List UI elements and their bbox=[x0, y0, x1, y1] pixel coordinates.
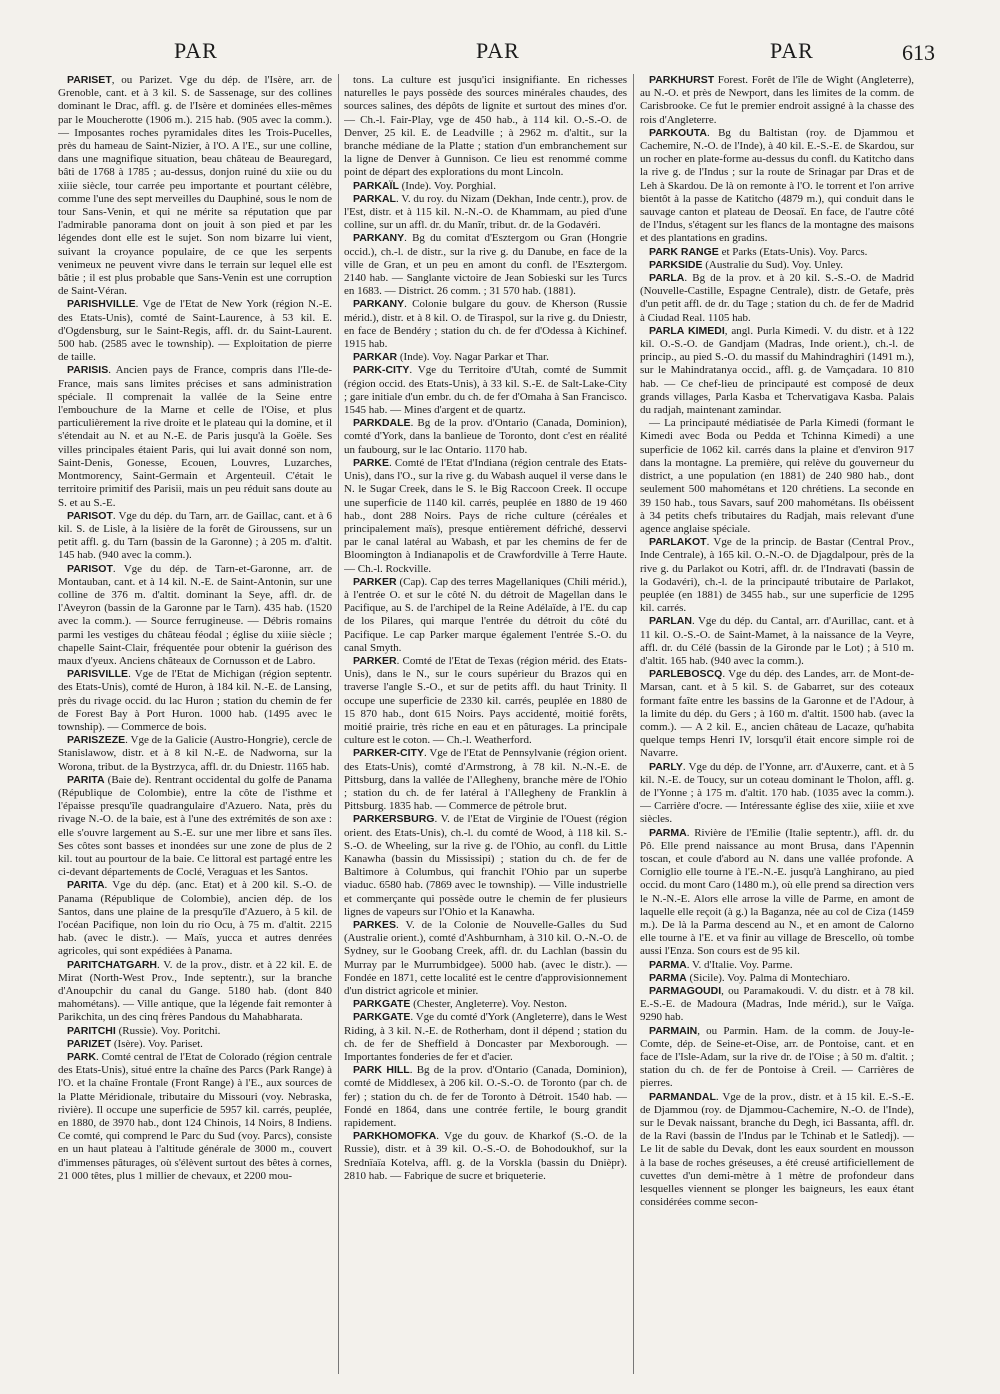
entry-text: . Vge du comté d'York (Angleterre), dans le West Riding, à 3 kil. N.-E. de Rotherham, dont il dépend ; station du ch. de fer de Sheffield à Doncaster par Mexborough. — Importantes fonderies de fer et d'acier. bbox=[344, 1011, 627, 1064]
entry-headword: PARKER bbox=[353, 575, 397, 588]
running-head-left: PAR bbox=[174, 38, 218, 63]
dictionary-entry bbox=[58, 510, 332, 563]
dictionary-entry bbox=[344, 180, 627, 193]
entry-headword: PARK-CITY bbox=[353, 364, 410, 377]
text-column-middle bbox=[344, 74, 627, 1374]
dictionary-entry bbox=[58, 74, 332, 298]
entry-text: . Ancien pays de France, compris dans l'Ile-de-France, mais sans limites précises et sans administration spéciale. Il comprenait la vallée de la Seine entre l'embouchure de la Marne et celle de l'Oise, et plus particulièrement la rive droite et le plateau qui la domine, et il s'étendait au N. et au N.-E. de Paris jusqu'à la Goële. Ses villes principales étaient Paris, qui lui avait donné son nom, Saint-Denis, Gonesse, Ecouen, Louvres, Luzarches, Montmorency, Saint-Germain et Argenteuil. C'était le territoire primitif des Parisii, mais un peu réduit sans doute au S. et au S.-E. bbox=[58, 364, 332, 509]
entry-text: . Vge du Territoire d'Utah, comté de Summit (région occid. des Etats-Unis), à 33 kil. S.-E. de Salt-Lake-City ; gare initiale d'un embr. du ch. de fer d'Omaha à San Francisco. 1545 hab. — Mines d'argent et de quartz. bbox=[344, 364, 627, 417]
dictionary-entry bbox=[640, 325, 914, 417]
dictionary-entry bbox=[344, 576, 627, 655]
dictionary-entry bbox=[344, 417, 627, 457]
entry-text: . Bg de la prov. et à 20 kil. S.-S.-O. de Madrid (Nouvelle-Castille, Espagne Centrale), distr. de Getafe, près d'un petit affl. de dr. du Tage ; station du ch. de fer de Madrid à Ciudad Real. 1105 hab. bbox=[640, 272, 914, 324]
dictionary-entry bbox=[344, 74, 627, 180]
dictionary-entry bbox=[640, 259, 914, 272]
entry-headword: PARMAGOUDI bbox=[649, 985, 722, 998]
entry-headword: PARMA bbox=[649, 971, 687, 984]
entry-headword: PARISOT bbox=[67, 509, 113, 522]
entry-text: . Vge du dép. du Cantal, arr. d'Aurillac, cant. et à 11 kil. O.-S.-O. de Saint-Mamet, à la naissance de la Veyre, affl. dr. du Célé (bassin de la Gironde par le Lot) ; à 510 m. d'altit. 165 hab. (940 avec la comm.). bbox=[640, 615, 914, 667]
dictionary-entry bbox=[344, 1064, 627, 1130]
dictionary-entry bbox=[344, 919, 627, 998]
entry-headword: PARISVILLE bbox=[67, 668, 129, 681]
entry-text: (Cap). Cap des terres Magellaniques (Chili mérid.), à l'entrée O. et sur le côté N. du détroit de Magellan dans le Pacifique, au S. de l'archipel de la Reine Adélaïde, à l'E. du cap de los Pilares, qui marque l'entrée du détroit du côté du Pacifique. Le cap Parker marque également l'entrée S.-O. du canal Smyth. bbox=[344, 575, 627, 654]
entry-text: . Vge du dép. de Tarn-et-Garonne, arr. de Montauban, cant. et à 14 kil. N.-E. de Saint-Antonin, sur une colline de 376 m. d'altit. dominant la Seye, affl. dr. de l'Aveyron (bassin de la Garonne par le Tarn). 435 hab. (1520 avec la comm.). — Source ferrugineuse. — Débris romains parmi les vestiges du château féodal ; église du xiiie siècle ; chapelle Saint-Clair, fréquentée pour obtenir la guérison des maux d'yeux. Anciens châteaux de Cornusson et de Labro. bbox=[58, 562, 332, 667]
entry-headword: PARK bbox=[67, 1051, 96, 1064]
entry-text: (Isère). Voy. Pariset. bbox=[111, 1037, 203, 1050]
dictionary-entry bbox=[344, 1011, 627, 1064]
dictionary-entry bbox=[58, 1025, 332, 1038]
entry-headword: PARKHOMOFKA bbox=[353, 1130, 437, 1143]
column-divider bbox=[338, 74, 339, 1374]
dictionary-entry bbox=[344, 655, 627, 747]
entry-headword: PARISZEZE bbox=[67, 734, 126, 747]
entry-text: . Vge de l'Etat de Pennsylvanie (région orient. des Etats-Unis), comté d'Armstrong, à 78 kil. N.-N.-E. de Pittsburg, dans la vallée de l'Allegheny, branche mère de l'Ohio ; station du ch. de fer latéral à l'Allegheny de Franklin à Pittsburg. 1835 hab. — Commerce de pétrole brut. bbox=[344, 747, 627, 813]
dictionary-entry bbox=[58, 959, 332, 1025]
entry-headword: PARMAIN bbox=[649, 1024, 698, 1037]
dictionary-entry bbox=[640, 1091, 914, 1210]
entry-text: . Vge de la Galicie (Austro-Hongrie), cercle de Stanislawow, distr. et à 8 kil N.-E. de Nadworna, sur la Worona, tribut. de la Bystrzyca, affl. dr. du Dniestr. 1165 hab. bbox=[58, 734, 332, 773]
entry-text: . Colonie bulgare du gouv. de Kherson (Russie mérid.), distr. et à 8 kil. O. de Tiraspol, sur la rive g. du Dniestr, en face de Bendéry ; station du ch. de fer d'Odessa à Kichinef. 1915 hab. bbox=[344, 298, 627, 351]
entry-headword: PARKERSBURG bbox=[353, 813, 435, 826]
entry-text: tons. La culture est jusqu'ici insignifiante. En richesses naturelles le pays possède des sources minérales chaudes, des sources salines, des dépôts de lignite et surtout des mines d'or. — Ch.-l. Fair-Play, vge de 450 hab., à 114 kil. O.-S.-O. de Denver, 25 kil. E. de Leadville ; à 2962 m. d'altit., sur la branche médiane de la Platte ; station d'un embranchement sur la ligne de Denver à Gunnison. Ce lieu est renommé comme point de départ des explorations du mont Lincoln. bbox=[344, 74, 627, 179]
entry-headword: PARMA bbox=[649, 958, 687, 971]
dictionary-entry bbox=[58, 774, 332, 880]
entry-headword: PARKES bbox=[353, 919, 396, 931]
entry-headword: PARKER bbox=[353, 654, 397, 667]
entry-headword: PARLY bbox=[649, 760, 683, 773]
entry-headword: PARKE bbox=[353, 456, 389, 469]
entry-text: et Parks (Etats-Unis). Voy. Parcs. bbox=[718, 245, 868, 258]
entry-text: . Bg de la prov. d'Ontario (Canada, Dominion), comté de Middlesex, à 206 kil. O.-S.-O. de Toronto (par ch. de fer) ; station du ch. de fer de Toronto à Détroit. 1540 hab. — Fondé en 1864, dans une contrée fertile, le bourg grandit rapidement. bbox=[344, 1064, 627, 1130]
entry-headword: PARITCHATGARH bbox=[67, 958, 158, 971]
entry-text: . Vge du dép. de l'Yonne, arr. d'Auxerre, cant. et à 5 kil. N.-E. de Toucy, sur un coteau dominant le Tholon, affl. g. de l'Yonne ; à 175 m. d'altit. 170 hab. (1035 avec la comm.). — Carrière d'ocre. — Intéressante église des xiie, xiiie et xve siècles. bbox=[640, 760, 914, 826]
dictionary-entry bbox=[640, 985, 914, 1025]
dictionary-entry bbox=[58, 1038, 332, 1051]
entry-text: (Inde). Voy. Nagar Parkar et Thar. bbox=[397, 351, 549, 364]
column-divider bbox=[633, 74, 634, 1374]
dictionary-entry bbox=[58, 298, 332, 364]
entry-text: , ou Parmin. Ham. de la comm. de Jouy-le-Comte, dép. de Seine-et-Oise, arr. de Pontoise, cant. et en face de l'Isle-Adam, sur la rive dr. de l'Oise ; à 50 m. d'altit. ; station du ch. de fer de Pontoise à Creil. — Carrières de pierres. bbox=[640, 1024, 914, 1090]
dictionary-entry bbox=[640, 246, 914, 259]
entry-text: . Vge de la princip. de Bastar (Central Prov., Inde Centrale), à 165 kil. O.-N.-O. de Djagdalpour, près de la rive g. du Parlakot ou Kotri, affl. dr. de l'Indravati (bassin de la Godavéri), ch.-l. de la principauté tributaire de Parlakot, peuplée (en 1881) de 3455 hab., sur une superficie de 1295 kil. carrés. bbox=[640, 536, 914, 615]
entry-headword: PARITCHI bbox=[67, 1024, 116, 1037]
entry-text: . Bg du comitat d'Esztergom ou Gran (Hongrie occid.), ch.-l. de distr., sur la rive g. du Danube, en face de la ville de Gran, et un peu en amont du confl. de l'Esztergom. 2140 hab. — Sanglante victoire de Jean Sobieski sur les Turcs en 1683. — District. 26 comm. ; 31 570 hab. (1881). bbox=[344, 232, 627, 298]
dictionary-entry bbox=[344, 351, 627, 364]
entry-text: . V. de la prov., distr. et à 22 kil. E. de Mirat (North-West Prov., Inde septentr.), sur la branche d'Anoupchir du canal du Gange. 5180 hab. (dont 840 mahométans). — Ville antique, que la légende fait remonter à Parikchita, un des cinq frères Pandous du Mahabharata. bbox=[58, 958, 332, 1024]
entry-headword: PARITA bbox=[67, 773, 105, 786]
dictionary-entry bbox=[344, 364, 627, 417]
dictionary-entry bbox=[640, 1025, 914, 1091]
entry-headword: PARITA bbox=[67, 879, 105, 892]
entry-headword: PARKAL bbox=[353, 192, 396, 205]
entry-text: . V. du roy. du Nizam (Dekhan, Inde centr.), prov. de l'Est, distr. et à 115 kil. N.-N.-O. de Khammam, au pied d'une colline, sur un affl. dr. du Manîr, tribut. dr. de la Godavéri. bbox=[344, 192, 627, 232]
dictionary-entry bbox=[640, 127, 914, 246]
entry-headword: PARISIS bbox=[67, 364, 109, 377]
entry-headword: PARKSIDE bbox=[649, 258, 703, 271]
entry-headword: PARKAR bbox=[353, 351, 398, 364]
entry-headword: PARK RANGE bbox=[649, 245, 719, 258]
entry-text: — La principauté médiatisée de Parla Kimedi (formant le Kimedi avec Boda ou Pedda et Tchinna Kimedi) a une superficie de 1062 kil. carrés dans la plaine et d'environ 917 dans la montagne. La première, qui relève du gouverneur du district, a une population (en 1881) de 240 980 hab., dont seulement 500 mahométans et 120 chrétiens. La seconde en 39 150 hab., tous Savars, sauf 200 mahométans. Ils obéissent à 34 petits chefs tributaires du Radjah, mais relevant d'une agence anglaise spéciale. bbox=[640, 417, 914, 535]
entry-text: . V. de la Colonie de Nouvelle-Galles du Sud (Australie orient.), comté d'Ashburnham, à 310 kil. O.-N.-O. de Sydney, sur le Goobang Creek, affl. dr. du Lachlan (bassin du Murray par le Murrumbidgee). 5000 hab. (avec le distr.). — Fondée en 1871, cette localité est le centre d'approvisionnement d'un district agricole et minier. bbox=[344, 919, 627, 998]
dictionary-entry bbox=[640, 615, 914, 668]
dictionary-entry bbox=[344, 813, 627, 919]
dictionary-entry bbox=[640, 959, 914, 972]
text-column-left bbox=[58, 74, 332, 1374]
entry-headword: PARLEBOSCQ bbox=[649, 668, 723, 681]
entry-headword: PARKANY bbox=[353, 232, 405, 245]
entry-headword: PARKOUTA bbox=[649, 126, 707, 139]
entry-headword: PARISOT bbox=[67, 562, 113, 575]
entry-text: . Vge de la prov., distr. et à 15 kil. E.-S.-E. de Djammou (roy. de Djammou-Cachemire, N.-O. de l'Inde), sur le Devak naissant, branche du Degh, ici Bassanta, affl. dr. de la Ravi (bassin de l'Indus par le Tchinab et le Satledj). — Le lit de sable du Devak, dont les eaux sourdent en mousson à la base de roches gréseuses, a été creusé artificiellement de cuvettes d'un demi-mètre à 1 mètre de profondeur dans lesquelles viennent se plonger les baigneurs, les eaux étant considérées comme secon- bbox=[640, 1090, 914, 1209]
entry-text: (Russie). Voy. Poritchi. bbox=[115, 1024, 221, 1037]
entry-headword: PARLAKOT bbox=[649, 536, 707, 549]
dictionary-entry bbox=[58, 734, 332, 774]
entry-text: . Bg de la prov. d'Ontario (Canada, Dominion), comté d'York, dans la banlieue de Toronto, dont c'est en réalité un faubourg, sur le lac Ontario. 1170 hab. bbox=[344, 417, 627, 456]
dictionary-entry bbox=[58, 364, 332, 509]
entry-text: . Vge de l'Etat de New York (région N.-E. des Etats-Unis), comté de Saint-Laurence, à 53 kil. E. d'Ogdensburg, sur le Saint-Regis, affl. dr. du Saint-Laurent. 500 hab. (2585 avec le township). — Exploitation de pierre de taille. bbox=[58, 298, 332, 364]
entry-text: . Vge de l'Etat de Michigan (région septentr. des Etats-Unis), comté de Huron, à 184 kil. N.-E. de Lansing, près du rivage occid. du lac Huron ; station du chemin de fer de Forest Bay à Port Huron. 1000 hab. (1495 avec le township). — Commerce de bois. bbox=[58, 668, 332, 733]
entry-headword: PARKGATE bbox=[353, 1011, 411, 1024]
entry-headword: PARKHURST bbox=[649, 74, 715, 86]
page-number: 613 bbox=[902, 40, 935, 65]
entry-text: Forest. Forêt de l'île de Wight (Angleterre), au N.-O. et près de Newport, dans les limites de la comm. de Carisbrooke. Ce fut le premier endroit assigné à la chasse des rois d'Angleterre. bbox=[640, 74, 914, 126]
entry-headword: PARK HILL bbox=[353, 1064, 410, 1077]
dictionary-entry bbox=[344, 457, 627, 576]
dictionary-entry bbox=[640, 536, 914, 615]
text-column-right bbox=[640, 74, 914, 1374]
entry-headword: PARKAÏL bbox=[353, 179, 399, 192]
entry-headword: PARISET bbox=[67, 74, 112, 86]
entry-text: . Comté central de l'Etat de Colorado (région centrale des Etats-Unis), situé entre la chaîne des Parcs (Park Range) à l'O. et la chaîne Frontale (Front Range) à l'E., aux sources de la Platte Méridionale, tributaire du Missouri (voy. Nebraska, rivière). Il occupe une superficie de 5957 kil. carrés, peuplée, en 1880, de 3970 hab., dont 124 Chinois, 14 Noirs, 8 Indiens. Ce comté, qui comprend le Parc du Sud (voy. Parcs), consiste en un haut plateau à l'altitude générale de 3000 m., couvert d'immenses pâturages, où s'élèvent surtout des bêtes à cornes, 21 000 têtes, plus 1 millier de chevaux, et 2200 mou- bbox=[58, 1051, 332, 1182]
dictionary-entry bbox=[640, 417, 914, 536]
dictionary-entry bbox=[640, 668, 914, 760]
entry-headword: PARMANDAL bbox=[649, 1090, 716, 1103]
dictionary-entry bbox=[640, 74, 914, 127]
dictionary-entry bbox=[640, 972, 914, 985]
entry-text: (Chester, Angleterre). Voy. Neston. bbox=[410, 998, 568, 1011]
dictionary-entry bbox=[344, 232, 627, 298]
entry-headword: PARIZET bbox=[67, 1037, 112, 1050]
entry-headword: PARKDALE bbox=[353, 417, 411, 430]
entry-text: (Australie du Sud). Voy. Unley. bbox=[702, 258, 844, 271]
dictionary-entry bbox=[640, 827, 914, 959]
entry-text: (Baie de). Rentrant occidental du golfe de Panama (République de Colombie), entre la côte de l'isthme et l'épaisse presqu'île quadrangulaire d'Azuero. Nata, près du rivage N.-O. de la baie, est à l'une des extrémités de son axe : elle s'ouvre largement au S.-E. sur une mer libre et sans îles. Ses côtes sont basses et inondées sur une zone de plus de 2 kil. tout au pourtour de la baie. Ce littoral est partagé entre les ci-devant départements de Coclé, Veraguas et les Santos. bbox=[58, 773, 332, 879]
entry-text: . Vge du dép. (anc. Etat) et à 200 kil. S.-O. de Panama (République de Colombie), ancien dép. de los Santos, dans une plaine de la presqu'île d'Azuero, à 5 kil. de l'océan Pacifique, non loin du rio Ocu, à 75 m. d'altit. 2215 hab. (avec le distr.). — Maïs, yucca et autres denrées agricoles, qui sont expédiées à Panama. bbox=[58, 879, 332, 958]
entry-text: . Comté de l'Etat de Texas (région mérid. des Etats-Unis), dans le N., sur le cours supérieur du Brazos qui en traverse l'angle S.-O., et sur de petits affl. du haut Trinity. Il occupe une superficie de 2330 kil. carrés, peuplée en 1880 de 15 870 hab., dont 615 Noirs. Pays accidenté, moitié forêts, moitié prairie, très riche en eau et en pâturages. La principale culture est le coton. — Ch.-l. Weatherford. bbox=[344, 654, 627, 747]
entry-text: . Vge du gouv. de Kharkof (S.-O. de la Russie), distr. et à 39 kil. O.-S.-O. de Bohodoukhof, sur la Srednïaïa Kotelva, affl. g. de la Vorskla (bassin du Dnièpr). 2810 hab. — Fabrique de sucre et briqueterie. bbox=[344, 1130, 627, 1182]
entry-headword: PARKANY bbox=[353, 298, 405, 311]
entry-text: . Bg du Baltistan (roy. de Djammou et Cachemire, N.-O. de l'Inde), à 40 kil. E.-S.-E. de Skardou, sur un rocher en plate-forme au-dessus du confl. du Katitcho dans la rive g. de l'Indus ; sur la route de Srinagar par Dras et de Leh à Skardou. De là on remonte à l'O. le torrent et l'on arrive bientôt à la passe de Katitcho (4879 m.), qui conduit dans le sauvage canton et plateau de Deosaï. En face, de l'autre côté de l'Indus, s'étagent sur les flancs de la montagne des maisons et des plantations en gradins. bbox=[640, 126, 914, 245]
entry-text: . Comté de l'Etat d'Indiana (région centrale des Etats-Unis), dans l'O., sur la rive g. du Wabash auquel il verse dans le N. le Sugar Creek, dans le S. le Big Raccoon Creek. Il occupe une superficie de 1140 kil. carrés, peuplée en 1880 de 19 460 hab., dont 288 Noirs. Pays de riche culture (céréales et principalement maïs), presque entièrement défriché, desservi par le canal latéral au Wabash, et par les chemins de fer de Bloomington à Indianapolis et de Crawfordville à Terre Haute. — Ch.-l. Rockville. bbox=[344, 456, 627, 575]
dictionary-entry bbox=[640, 761, 914, 827]
dictionary-entry bbox=[344, 298, 627, 351]
entry-text: . V. d'Italie. Voy. Parme. bbox=[686, 958, 793, 971]
entry-text: (Inde). Voy. Porghial. bbox=[398, 179, 496, 192]
entry-headword: PARKER-CITY bbox=[353, 747, 424, 760]
dictionary-entry bbox=[58, 668, 332, 734]
dictionary-entry bbox=[58, 563, 332, 669]
entry-text: , ou Paramakoudi. V. du distr. et à 78 kil. E.-S.-E. de Madoura (Madras, Inde mérid.), sur le Vaïga. 9290 hab. bbox=[640, 985, 914, 1024]
dictionary-entry bbox=[344, 998, 627, 1011]
entry-headword: PARMA bbox=[649, 826, 687, 839]
entry-headword: PARLAN bbox=[649, 615, 692, 628]
entry-text: . V. de l'Etat de Virginie de l'Ouest (région orient. des Etats-Unis), ch.-l. du comté de Wood, à 118 kil. S.-S.-O. de Wheeling, sur la rive g. de l'Ohio, au confl. du Little Kanawha (bassin du Mississipi) ; station du ch. de fer de Baltimore à Columbus, qui franchit l'Ohio par un superbe viaduc. 6580 hab. (7869 avec le township). — Ville industrielle et commerçante qui possède outre le chemin de fer plusieurs lignes de vapeurs sur l'Ohio et la Kanawha. bbox=[344, 813, 627, 918]
entry-text: , angl. Purla Kimedi. V. du distr. et à 122 kil. O.-S.-O. de Gandjam (Madras, Inde orient.), ch.-l. de princip., au pied S.-O. du massif du Mahindraghiri (1491 m.), sur le Mahindratanya occid., affl. g. de Vamçadara. 10 810 hab. — Ce chef-lieu de principauté est composé de deux grands villages, Parla Kasba et Tchervatigava Kasba. Palais du radjah, maintenant zamindar. bbox=[640, 324, 914, 417]
dictionary-entry bbox=[58, 1051, 332, 1183]
entry-text: . Vge du dép. du Tarn, arr. de Gaillac, cant. et à 6 kil. S. de Lisle, à la lisière de la forêt de Giroussens, sur un petit affl. g. du Tarn (bassin de la Garonne) ; à 205 m. d'altit. 145 hab. (940 avec la comm.). bbox=[58, 509, 332, 562]
running-head-right: PAR bbox=[770, 38, 814, 63]
entry-headword: PARLA bbox=[649, 272, 685, 285]
dictionary-entry bbox=[58, 879, 332, 958]
entry-headword: PARKGATE bbox=[353, 998, 411, 1011]
entry-text: , ou Parizet. Vge du dép. de l'Isère, arr. de Grenoble, cant. et à 3 kil. S. de Sassenage, sur des collines dominant le Drac, affl. g. de l'Isère et dominées elles-mêmes par le Moucherotte (1906 m.). 215 hab. (905 avec la comm.). — Imposantes roches pyramidales dites les Trois-Pucelles, près du hameau de Saint-Nizier, à l'O. A l'E., sur une colline, dans une magnifique situation, beau château de Beauregard, bâti de 1768 à 1785 ; au-dessus, donjon ruiné du xiie ou du xiiie siècle, tour carrée peu importante et pourtant célèbre, comme l'une des sept merveilles du Dauphiné, sous le nom de tour Sans-Venin, et qui ne mérite sa réputation que par l'admirable panorama dont on jouit à son pied et par les légendes dont elle est le sujet. Son nom bizarre lui vient, suivant la croyance populaire, de ce que les serpents venimeux ne peuvent vivre dans le terrain sur lequel elle est bâtie ; il est plus probable que Sans-Venin est une corruption de Saint-Véran. bbox=[58, 74, 332, 298]
entry-text: . Vge du dép. des Landes, arr. de Mont-de-Marsan, cant. et à 5 kil. S. de Gabarret, sur des coteaux formant faîte entre les bassins de la Garonne et de l'Adour, à la limite du dép. du Gers ; à 160 m. d'altit. 1500 hab. (avec la comm.). — A 2 kil. E., ancien château de Lacaze, qu'habita quelque temps Henri IV, lorsqu'il était encore simple roi de Navarre. bbox=[640, 668, 914, 760]
dictionary-entry bbox=[344, 747, 627, 813]
entry-headword: PARISHVILLE bbox=[67, 298, 136, 311]
dictionary-entry bbox=[344, 193, 627, 233]
entry-headword: PARLA KIMEDI bbox=[649, 324, 725, 337]
entry-text: (Sicile). Voy. Palma di Montechiaro. bbox=[686, 971, 850, 984]
running-head-center: PAR bbox=[476, 38, 520, 63]
dictionary-entry bbox=[344, 1130, 627, 1183]
entry-text: . Rivière de l'Emilie (Italie septentr.), affl. dr. du Pô. Elle prend naissance au mont Brusa, dans l'Apennin toscan, et coule d'abord au N. dans une vallée profonde. A Corniglio elle tourne à l'E.-N.-E. jusqu'à Langhirano, au pied occid. du mont Caro (1480 m.), où elle prend sa direction vers le N.-N.-E. Alors elle arrose la ville de Parme, en amont de laquelle elle reçoit (à g.) la Baganza, née au col de Ciza (1459 m.). De là la Parma descend au N., et en amont de Calorno elle tourne à l'E. et va finir au village de Brescello, où tombe aussi l'Enza. Son cours est de 95 kil. bbox=[640, 826, 914, 958]
dictionary-entry bbox=[640, 272, 914, 325]
